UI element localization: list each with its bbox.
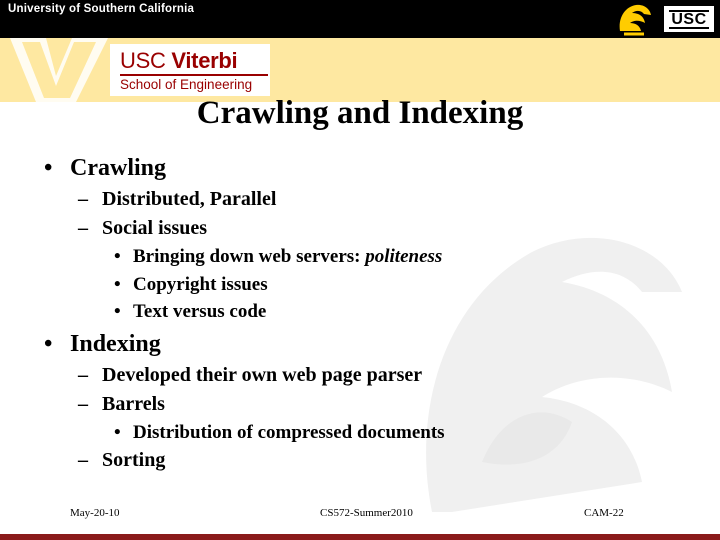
bullet-emphasis: politeness bbox=[365, 246, 443, 267]
footer-page: CAM-22 bbox=[584, 507, 624, 519]
university-name: University of Southern California bbox=[8, 3, 195, 15]
bullet-text: Indexing bbox=[70, 331, 161, 357]
bullet-text: Distributed, Parallel bbox=[102, 188, 277, 210]
school-subtitle: School of Engineering bbox=[120, 77, 253, 92]
bullet-marker: – bbox=[78, 217, 88, 239]
bullet-marker: – bbox=[78, 188, 88, 210]
bullet-social-issues bbox=[78, 217, 207, 240]
bullet-sorting bbox=[78, 449, 165, 472]
bullet-marker: • bbox=[114, 301, 121, 322]
bullet-marker: • bbox=[114, 274, 121, 295]
usc-logo bbox=[664, 6, 714, 32]
bullet-marker: – bbox=[78, 364, 88, 386]
bullet-copyright-issues bbox=[114, 274, 268, 296]
slide-title: Crawling and Indexing bbox=[196, 95, 524, 131]
bullet-web-page-parser bbox=[78, 364, 422, 387]
bullet-marker: • bbox=[114, 246, 121, 267]
usc-logo-text: USC bbox=[671, 10, 707, 28]
bullet-marker: – bbox=[78, 449, 88, 471]
bullet-compressed-documents bbox=[114, 422, 445, 444]
top-banner bbox=[0, 0, 720, 38]
viterbi-wordmark bbox=[110, 44, 270, 96]
bullet-marker: • bbox=[114, 422, 121, 443]
bullet-distributed-parallel bbox=[78, 188, 276, 211]
viterbi-rule bbox=[120, 74, 268, 76]
footer-course: CS572-Summer2010 bbox=[320, 507, 413, 519]
bullet-text-versus-code bbox=[114, 301, 266, 323]
bullet-text: Barrels bbox=[102, 393, 165, 415]
bullet-text: Crawling bbox=[70, 155, 166, 181]
bullet-marker: – bbox=[78, 393, 88, 415]
viterbi-v-mark bbox=[0, 38, 112, 102]
bullet-crawling bbox=[44, 155, 166, 182]
viterbi-name: USC Viterbi bbox=[120, 48, 238, 73]
bullet-marker: • bbox=[44, 331, 53, 357]
bullet-text: Social issues bbox=[102, 217, 208, 239]
bullet-indexing bbox=[44, 331, 161, 358]
trojan-helmet-icon bbox=[614, 1, 654, 37]
bullet-text: Developed their own web page parser bbox=[102, 364, 423, 386]
bullet-text: Copyright issues bbox=[133, 274, 268, 295]
footer-date: May-20-10 bbox=[70, 507, 120, 519]
bullet-text: Bringing down web servers: bbox=[133, 246, 366, 267]
bullet-text: Distribution of compressed documents bbox=[133, 422, 445, 443]
bullet-barrels bbox=[78, 393, 165, 416]
bullet-bringing-down-servers bbox=[114, 246, 442, 268]
bullet-text: Sorting bbox=[102, 449, 166, 471]
bullet-text: Text versus code bbox=[133, 301, 267, 322]
bullet-marker: • bbox=[44, 155, 53, 181]
bottom-bar bbox=[0, 534, 720, 540]
